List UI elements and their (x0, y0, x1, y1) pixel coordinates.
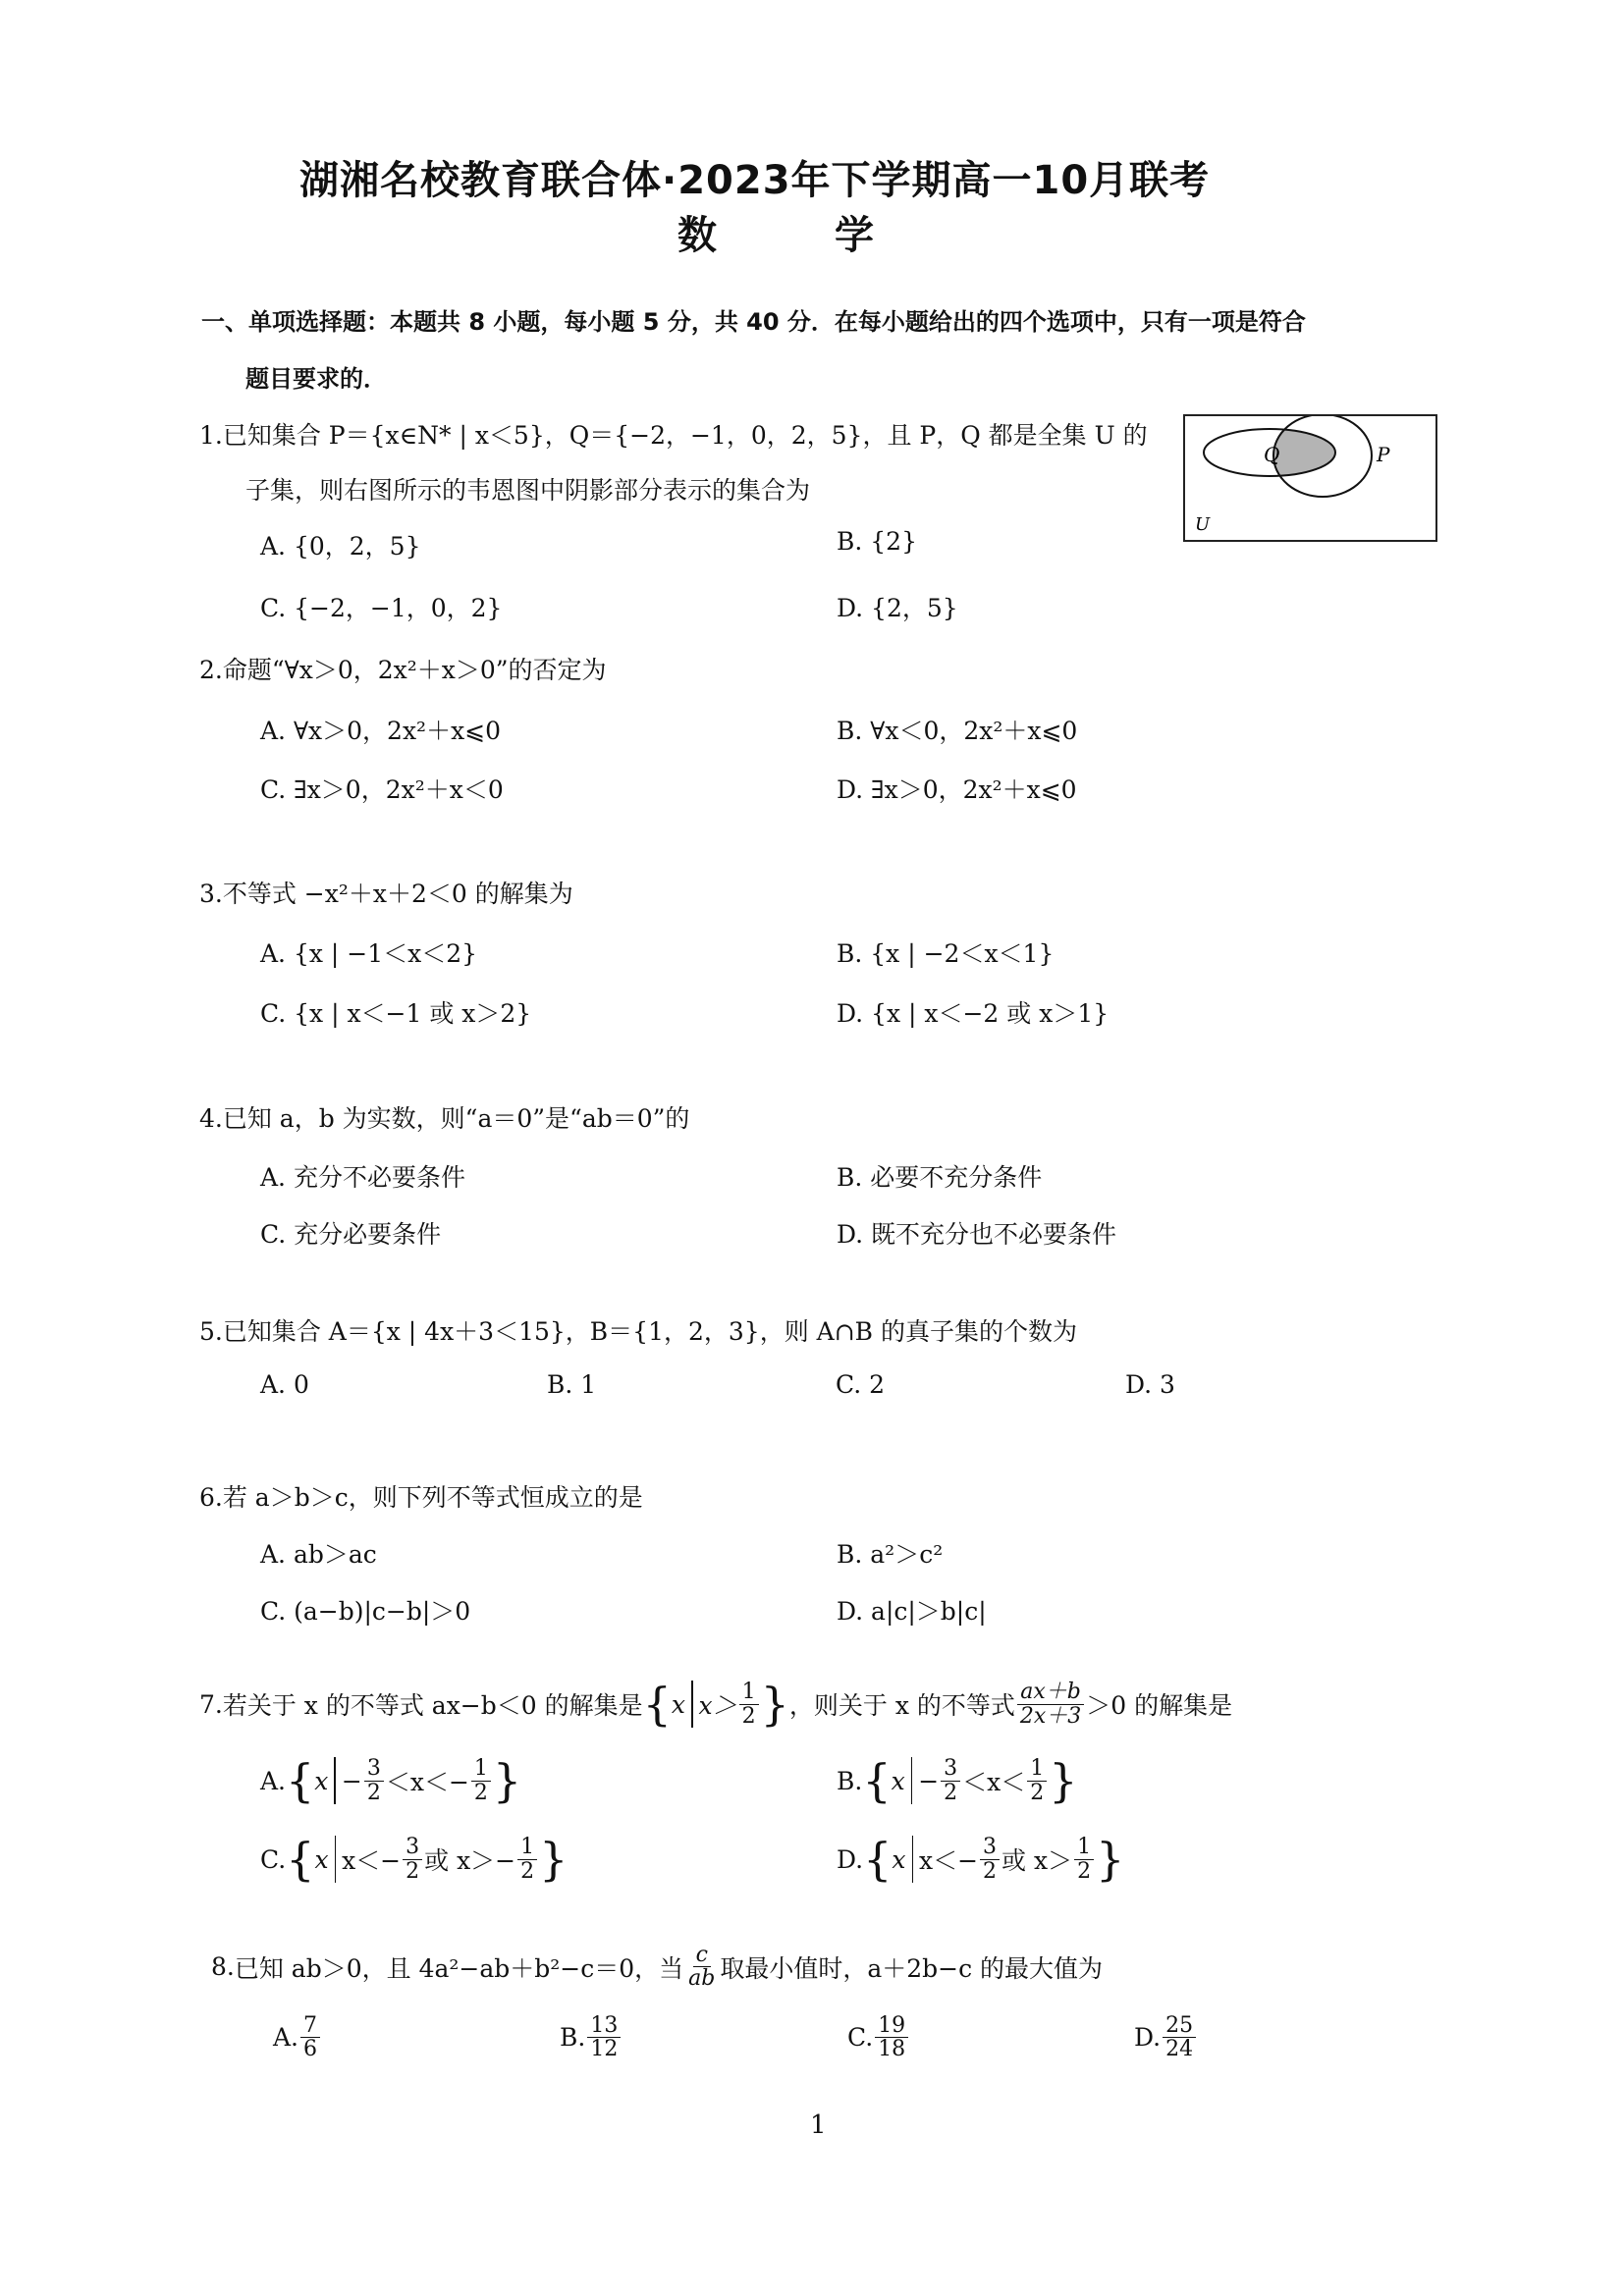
fraction-numerator: 3 (364, 1757, 384, 1781)
condition-prefix: − (918, 1766, 940, 1795)
left-brace: { (862, 1754, 892, 1807)
question-1-option-c: C. {−2，−1，0，2} (260, 594, 503, 622)
question-8-option-c (847, 2014, 910, 2060)
question-1-stem-line1: 1.已知集合 P＝{x∈N* | x＜5}，Q＝{−2，−1，0，2，5}，且 P，Q 都是全集 U 的 (199, 421, 1148, 450)
question-6-text: 若 a＞b＞c，则下列不等式恒成立的是 (222, 1483, 643, 1512)
question-4-option-b: B. 必要不充分条件 (837, 1163, 1043, 1192)
fraction-numerator: 1 (739, 1681, 759, 1704)
question-8-option-a (273, 2014, 322, 2060)
fraction-numerator: 1 (1074, 1836, 1094, 1859)
question-3-option-b: B. {x | −2＜x＜1} (837, 939, 1055, 968)
question-1-stem-line2: 子集，则右图所示的韦恩图中阴影部分表示的集合为 (245, 476, 811, 505)
fraction (1074, 1836, 1094, 1882)
option-letter: C. (847, 2023, 874, 2053)
right-brace: } (1096, 1833, 1125, 1886)
condition-prefix: x＜− (342, 1846, 402, 1875)
fraction-numerator: 3 (941, 1757, 960, 1781)
fraction-denominator: 2 (944, 1780, 958, 1805)
question-7-option-a (260, 1754, 522, 1807)
question-number: 5. (199, 1317, 223, 1346)
condition-middle: 或 x＞− (424, 1846, 516, 1875)
fraction-denominator: 2 (1030, 1780, 1045, 1805)
option-letter: C. (260, 1844, 287, 1874)
fraction-denominator: 18 (878, 2037, 906, 2062)
fraction (471, 1757, 491, 1803)
fraction-numerator: 7 (300, 2014, 320, 2038)
question-7-option-c (260, 1833, 568, 1886)
question-6-option-d: D. a|c|＞b|c| (837, 1597, 987, 1626)
fraction (941, 1757, 960, 1803)
question-7-text-part3: ＞0 的解集是 (1086, 1691, 1233, 1720)
question-3-text: 不等式 −x²＋x＋2＜0 的解集为 (222, 880, 573, 908)
option-letter: B. (560, 2023, 586, 2053)
subject-title: 数 学 (677, 213, 874, 258)
right-brace: } (760, 1678, 789, 1731)
question-5-option-d: D. 3 (1125, 1370, 1175, 1399)
question-3-option-d: D. {x | x＜−2 或 x＞1} (837, 999, 1110, 1028)
question-number: 8. (211, 1952, 235, 1982)
question-2-option-a: A. ∀x＞0，2x²＋x⩽0 (260, 717, 502, 745)
question-3-stem (199, 875, 573, 910)
question-6-option-c: C. (a−b)|c−b|＞0 (260, 1597, 471, 1626)
fraction-denominator: 2 (520, 1858, 535, 1884)
set-condition: x＞ (698, 1691, 737, 1720)
set-bar (911, 1757, 913, 1804)
question-6-option-b: B. a²＞c² (837, 1540, 944, 1569)
fraction-numerator: 3 (980, 1836, 1000, 1859)
fraction-numerator: 1 (517, 1836, 537, 1859)
option-letter: D. (837, 1844, 864, 1874)
left-brace: { (286, 1833, 315, 1886)
fraction-denominator: 2 (366, 1780, 381, 1805)
set-variable: x (314, 1844, 329, 1874)
question-1-option-a: A. {0，2，5} (260, 532, 421, 561)
exam-title: 湖湘名校教育联合体·2023年下学期高一10月联考 (299, 158, 1211, 203)
question-number: 2. (199, 656, 223, 684)
page-number: 1 (810, 2110, 827, 2140)
venn-label-u: U (1195, 514, 1211, 535)
question-8-option-b (560, 2014, 623, 2060)
option-letter: A. (260, 1766, 287, 1795)
question-3-option-a: A. {x | −1＜x＜2} (260, 939, 478, 968)
fraction (364, 1757, 384, 1803)
fraction (1017, 1681, 1084, 1727)
venn-label-p: P (1377, 443, 1390, 466)
fraction (685, 1944, 718, 1990)
fraction-denominator: 2 (1077, 1858, 1092, 1884)
fraction-denominator: ab (688, 1966, 716, 1992)
set-bar (691, 1681, 693, 1728)
question-7-text-part2: ，则关于 x 的不等式 (788, 1691, 1015, 1720)
fraction (980, 1836, 1000, 1882)
option-letter: D. (1134, 2023, 1162, 2053)
set-variable: x (892, 1844, 906, 1874)
right-brace: } (1049, 1754, 1078, 1807)
question-2-stem (199, 651, 607, 686)
venn-label-q: Q (1264, 443, 1280, 466)
fraction-numerator: 1 (471, 1757, 491, 1781)
question-7-stem (199, 1678, 1233, 1731)
set-bar (912, 1836, 914, 1883)
question-5-text: 已知集合 A＝{x | 4x＋3＜15}，B＝{1，2，3}，则 A∩B 的真子集的个数为 (222, 1317, 1077, 1346)
fraction-denominator: 6 (303, 2037, 318, 2062)
question-3-option-c: C. {x | x＜−1 或 x＞2} (260, 999, 532, 1028)
question-7-option-d (837, 1833, 1125, 1886)
fraction-denominator: 2 (406, 1858, 420, 1884)
question-4-option-c: C. 充分必要条件 (260, 1220, 442, 1249)
question-4-option-d: D. 既不充分也不必要条件 (837, 1220, 1117, 1249)
right-brace: } (539, 1833, 568, 1886)
set-bar (334, 1757, 336, 1804)
question-5-option-b: B. 1 (547, 1370, 597, 1399)
condition-prefix: x＜− (919, 1846, 979, 1875)
question-8-option-d (1134, 2014, 1198, 2060)
question-number: 6. (199, 1483, 223, 1512)
question-1-option-b: B. {2} (837, 527, 917, 556)
fraction (517, 1836, 537, 1882)
question-7-text-part1: 若关于 x 的不等式 ax−b＜0 的解集是 (222, 1691, 643, 1720)
fraction (1027, 1757, 1047, 1803)
question-6-option-a: A. ab＞ac (260, 1540, 377, 1569)
left-brace: { (286, 1754, 315, 1807)
question-8-text-part2: 取最小值时，a＋2b−c 的最大值为 (720, 1953, 1104, 1983)
fraction (587, 2014, 621, 2060)
question-8-stem (211, 1944, 1103, 1990)
question-number: 3. (199, 880, 223, 908)
fraction-denominator: 2 (741, 1703, 756, 1729)
question-1-option-d: D. {2，5} (837, 594, 958, 622)
question-number: 4. (199, 1104, 223, 1133)
question-2-option-d: D. ∃x＞0，2x²＋x⩽0 (837, 775, 1077, 804)
condition-middle: ＜x＜ (962, 1768, 1026, 1796)
right-brace: } (492, 1754, 522, 1807)
condition-middle: ＜x＜− (385, 1768, 469, 1796)
fraction-denominator: 24 (1165, 2037, 1194, 2062)
fraction-denominator: 2 (473, 1780, 488, 1805)
question-2-option-b: B. ∀x＜0，2x²＋x⩽0 (837, 717, 1078, 745)
section-heading-line1: 一、单项选择题：本题共 8 小题，每小题 5 分，共 40 分．在每小题给出的四个选项中，只有一项是符合 (201, 308, 1306, 336)
option-letter: B. (837, 1766, 863, 1795)
fraction (739, 1681, 759, 1727)
section-heading-line2: 题目要求的． (245, 365, 387, 393)
fraction (1163, 2014, 1196, 2060)
fraction-numerator: 19 (875, 2014, 908, 2038)
condition-prefix: − (341, 1766, 362, 1795)
fraction-numerator: 25 (1163, 2014, 1196, 2038)
left-brace: { (863, 1833, 893, 1886)
option-letter: A. (273, 2023, 299, 2053)
question-8-text-part1: 已知 ab＞0，且 4a²−ab＋b²−c＝0，当 (234, 1953, 684, 1983)
set-variable: x (314, 1766, 329, 1795)
set-variable: x (671, 1689, 685, 1719)
venn-diagram-svg (1185, 416, 1435, 540)
set-variable: x (891, 1766, 905, 1795)
fraction-numerator: 1 (1027, 1757, 1047, 1781)
question-5-option-c: C. 2 (836, 1370, 886, 1399)
question-4-stem (199, 1099, 689, 1135)
question-2-text: 命题“∀x＞0，2x²＋x＞0”的否定为 (222, 656, 607, 684)
fraction-denominator: 12 (590, 2037, 619, 2062)
fraction-denominator: 2x＋3 (1019, 1703, 1082, 1729)
fraction (875, 2014, 908, 2060)
set-builder (642, 1678, 789, 1731)
fraction-numerator: ax＋b (1017, 1681, 1084, 1704)
question-5-option-a: A. 0 (260, 1370, 309, 1399)
fraction (300, 2014, 320, 2060)
fraction-numerator: 3 (403, 1836, 422, 1859)
condition-middle: 或 x＞ (1001, 1846, 1073, 1875)
fraction-numerator: 13 (587, 2014, 621, 2038)
question-5-stem (199, 1312, 1077, 1348)
fraction-denominator: 2 (983, 1858, 998, 1884)
set-bar (335, 1836, 337, 1883)
fraction-numerator: c (693, 1944, 711, 1967)
question-number: 7. (199, 1689, 223, 1719)
question-4-option-a: A. 充分不必要条件 (260, 1163, 465, 1192)
question-2-option-c: C. ∃x＞0，2x²＋x＜0 (260, 775, 504, 804)
left-brace: { (642, 1678, 672, 1731)
fraction (403, 1836, 422, 1882)
question-4-text: 已知 a，b 为实数，则“a＝0”是“ab＝0”的 (222, 1104, 690, 1133)
question-7-option-b (837, 1754, 1078, 1807)
question-6-stem (199, 1478, 643, 1514)
venn-diagram (1183, 414, 1437, 542)
